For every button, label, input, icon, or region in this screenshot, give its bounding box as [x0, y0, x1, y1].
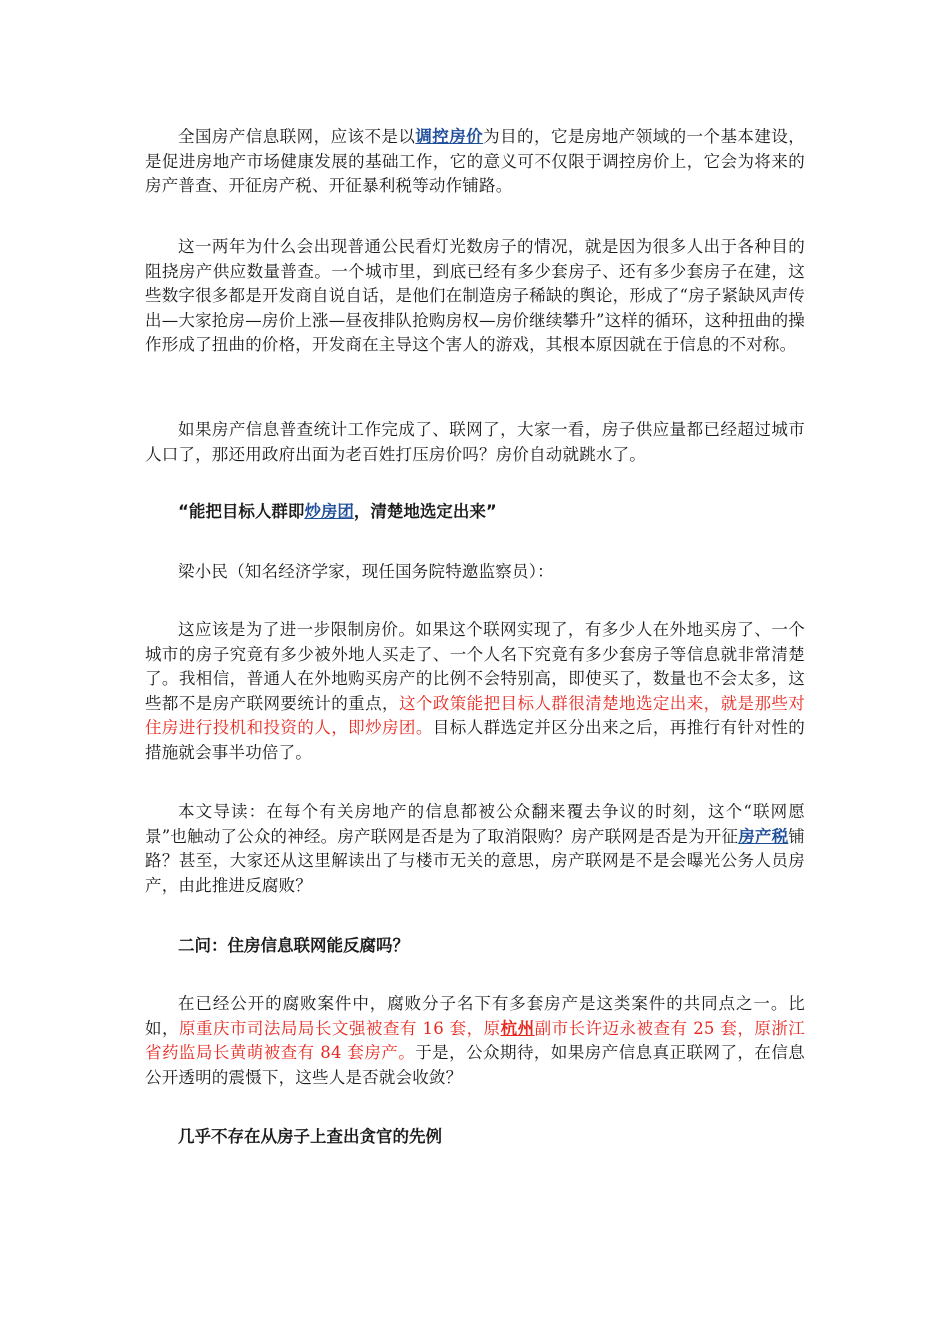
- text: 在已经公开的腐败案件中，腐败分子名下有多套房产是这类案件的共同点之一。比如，: [145, 994, 805, 1038]
- link-speculator-group[interactable]: 炒房团: [304, 502, 354, 521]
- text: ，清楚地选定出来”: [353, 502, 497, 521]
- link-property-tax[interactable]: 房产税: [738, 826, 789, 846]
- link-control-housing-price[interactable]: 调控房价: [415, 127, 484, 146]
- link-hangzhou[interactable]: 杭州: [500, 1018, 535, 1038]
- paragraph-7: [145, 992, 805, 1090]
- paragraph-speaker: 梁小民（知名经济学家，现任国务院特邀监察员）：: [178, 562, 554, 581]
- paragraph-1: [145, 125, 805, 199]
- text: 为目的，它是房地产领域的一个基本建设，是促进房地产市场健康发展的基础工作，它的意义可不仅限于调控房价上，它会为将来的房产普查、开征房产税、开征暴利税等动作铺路。: [145, 127, 805, 196]
- highlighted-text: 这个政策能把目标人群很清楚地选定出来，就是那些对住房进行投机和投资的人，即炒房团。: [145, 693, 805, 738]
- text: 铺路？甚至，大家还从这里解读出了与楼市无关的意思，房产联网是不是会曝光公务人员房产，由此推进反腐败？: [145, 826, 805, 895]
- text: 于是，公众期待，如果房产信息真正联网了，在信息公开透明的震慑下，这些人是否就会收敛？: [145, 1043, 805, 1087]
- section-heading-1: [145, 500, 805, 525]
- paragraph-6: [145, 800, 805, 898]
- text: “能把目标人群即: [178, 502, 305, 521]
- highlighted-text: 原重庆市司法局局长文强被查有 16 套，原: [178, 1018, 501, 1038]
- text: 目标人群选定并区分出来之后，再推行有针对性的措施就会事半功倍了。: [145, 718, 805, 762]
- text: 本文导读：在每个有关房地产的信息都被公众翻来覆去争议的时刻，这个“联网愿景”也触动了公众的神经。房产联网是否是为了取消限购？房产联网是否是为开征: [145, 802, 805, 846]
- paragraph-5: [145, 618, 805, 766]
- paragraph-2: 这一两年为什么会出现普通公民看灯光数房子的情况，就是因为很多人出于各种目的阻挠房产供应数量普查。一个城市里，到底已经有多少套房子、还有多少套房子在建，这些数字很多都是开发商自说自话，是他们在制造房子稀缺的舆论，形成了“房子紧缺风声传出—大家抢房—房价上涨—昼夜排队抢购房权—房价继续攀升”这样的循环，这种扭曲的操作形成了扭曲的价格，开发商在主导这个害人的游戏，其根本原因就在于信息的不对称。: [145, 237, 805, 355]
- text: 这应该是为了进一步限制房价。如果这个联网实现了，有多少人在外地买房了、一个城市的房子究竟有多少被外地人买走了、一个人名下究竟有多少套房子等信息就非常清楚了。我相信，普通人在外地购买房产的比例不会特别高，即使买了，数量也不会太多，这些都不是房产联网要统计的重点，: [145, 620, 805, 713]
- section-heading-3: 几乎不存在从房子上查出贪官的先例: [178, 1127, 442, 1146]
- section-heading-2: 二问：住房信息联网能反腐吗？: [178, 936, 409, 955]
- highlighted-text: 副市长许迈永被查有 25 套，原浙江省药监局长黄萌被查有 84 套房产。: [145, 1018, 805, 1063]
- paragraph-3: 如果房产信息普查统计工作完成了、联网了，大家一看，房子供应量都已经超过城市人口了，那还用政府出面为老百姓打压房价吗？房价自动就跳水了。: [145, 420, 805, 464]
- text: 全国房产信息联网，应该不是以: [178, 127, 416, 146]
